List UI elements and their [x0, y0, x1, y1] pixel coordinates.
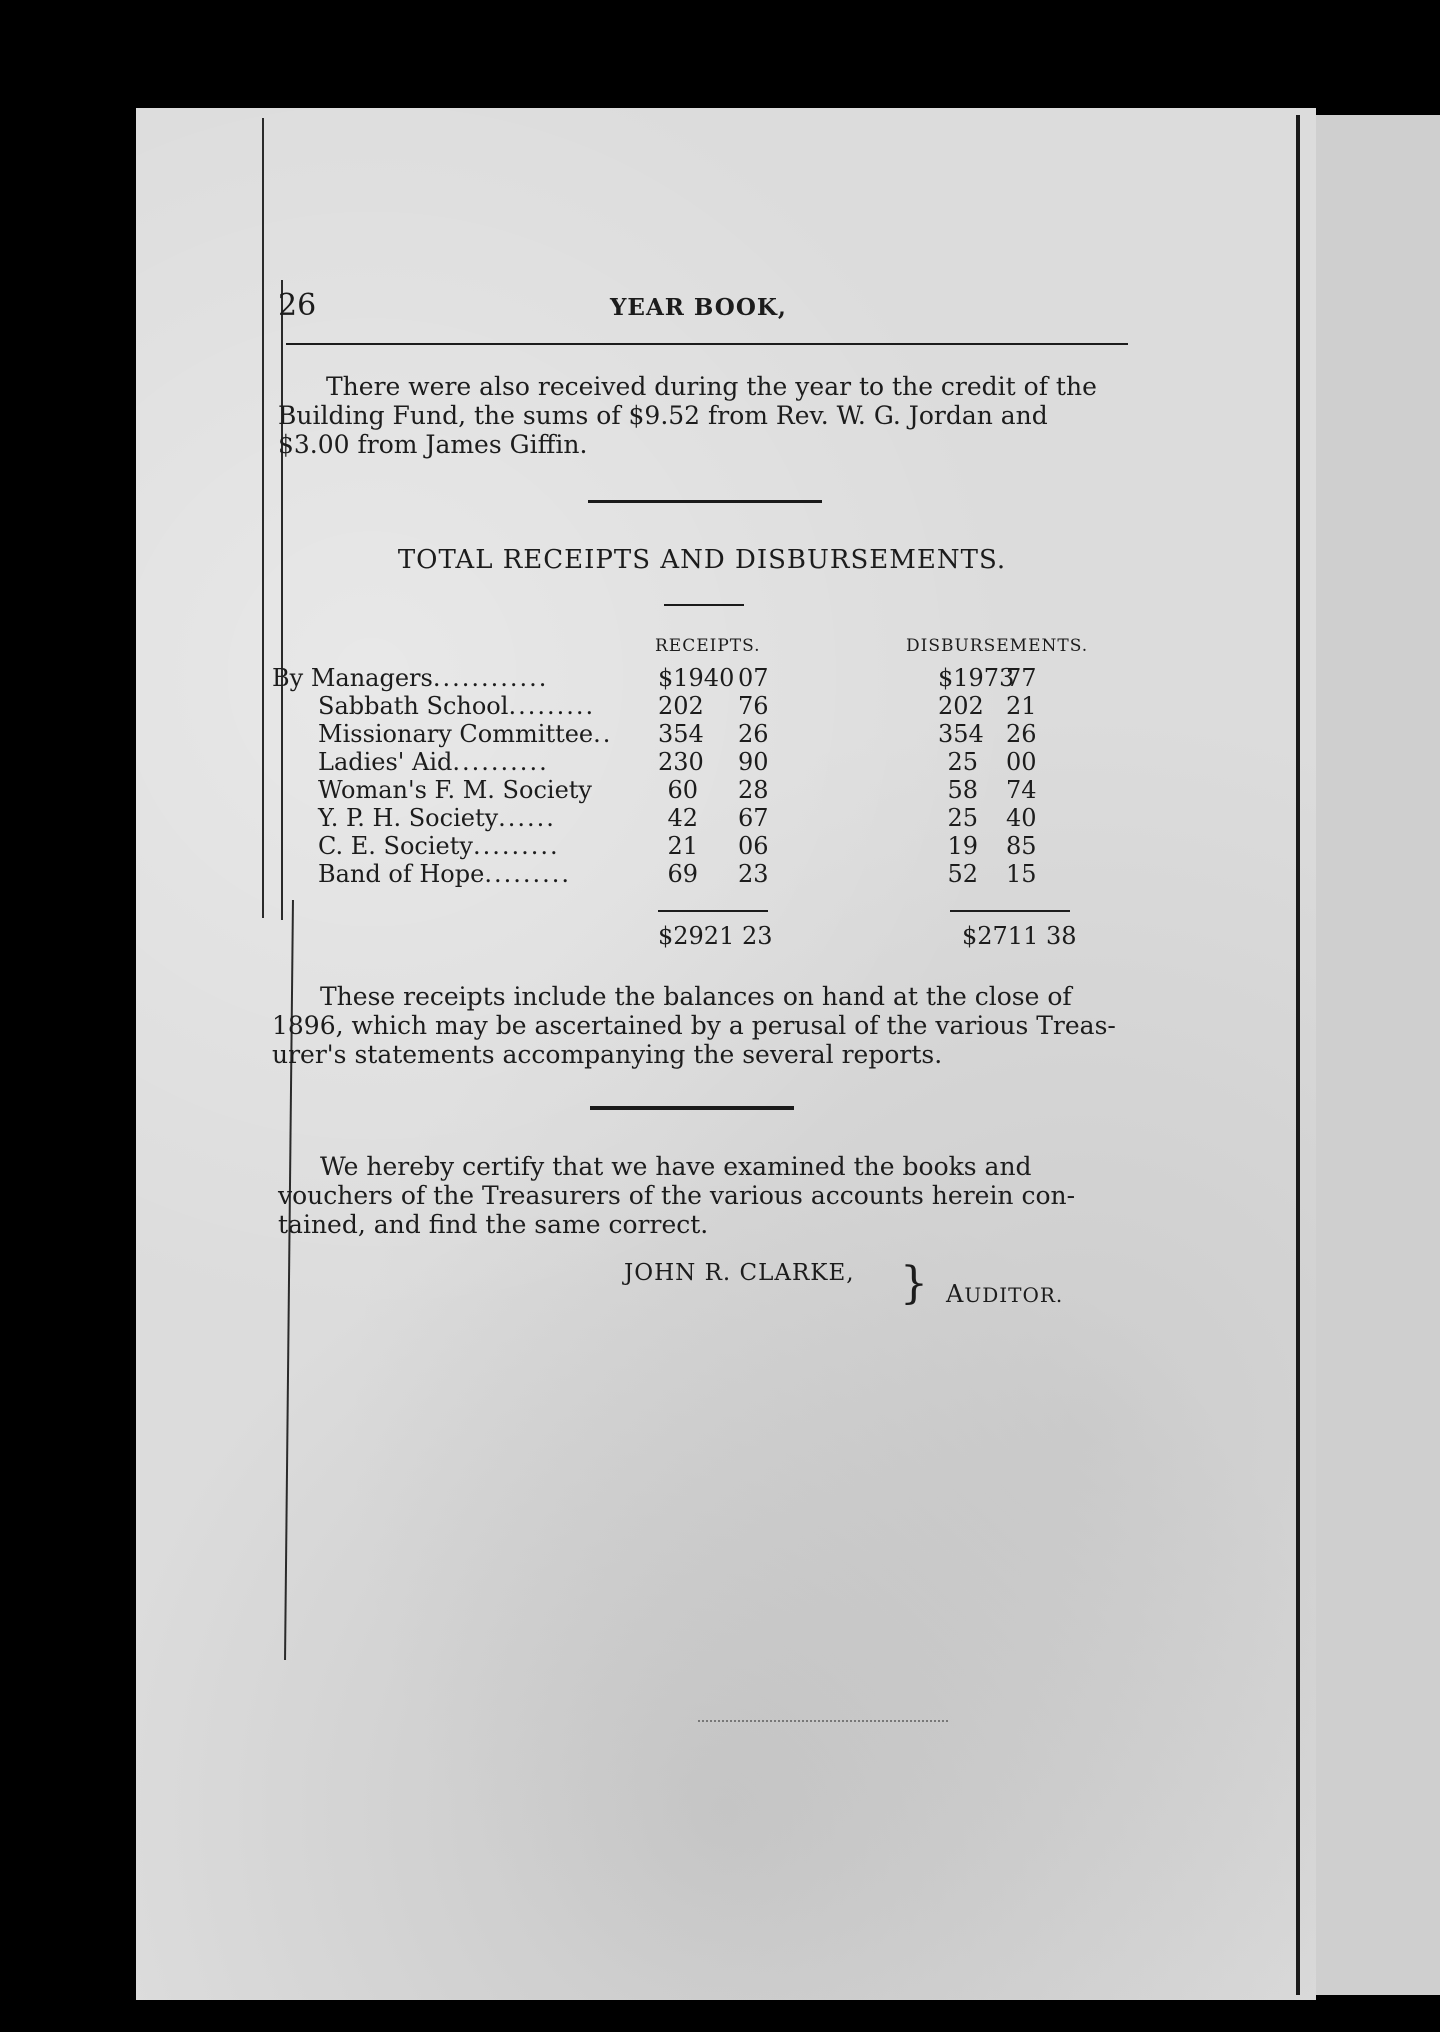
disbursements-dollars: 202 — [938, 692, 984, 720]
paragraph-line: $3.00 from James Giffin. — [278, 430, 588, 459]
receipts-dollars: 230 — [658, 748, 704, 776]
table-row — [318, 692, 1178, 720]
leader-dots: .. — [593, 720, 613, 748]
disbursements-sum-rule — [950, 910, 1070, 912]
section-divider — [590, 1106, 794, 1110]
receipts-cents: 90 — [738, 748, 769, 776]
paragraph-line: vouchers of the Treasurers of the various accounts herein con- — [278, 1181, 1076, 1210]
leader-dots: .......... — [452, 748, 549, 776]
title-underline — [664, 604, 744, 606]
receipts-cents: 28 — [738, 776, 769, 804]
receipts-cents: 06 — [738, 832, 769, 860]
row-label: Y. P. H. Society — [318, 804, 499, 832]
facing-page-edge — [1316, 115, 1440, 1995]
disbursements-dollars: 52 — [947, 860, 978, 888]
row-label: By Managers — [272, 664, 433, 692]
intro-paragraph — [278, 372, 1134, 459]
receipts-dollars: 21 — [667, 832, 698, 860]
certification-paragraph — [278, 1152, 1122, 1239]
disbursements-dollars: 58 — [947, 776, 978, 804]
table-row — [272, 664, 1132, 692]
section-title: TOTAL RECEIPTS AND DISBURSEMENTS. — [397, 545, 1007, 575]
disbursements-cents: 00 — [1006, 748, 1037, 776]
auditor-title-initial: A — [946, 1280, 965, 1308]
disbursements-cents: 85 — [1006, 832, 1037, 860]
paragraph-line: Building Fund, the sums of $9.52 from Rev. W. G. Jordan and — [278, 401, 1048, 430]
disbursements-dollars: 25 — [947, 748, 978, 776]
leader-dots: ......... — [472, 832, 560, 860]
row-label: Ladies' Aid — [318, 748, 453, 776]
paragraph-line: We hereby certify that we have examined the books and — [320, 1152, 1032, 1181]
page-fold — [1296, 115, 1300, 1995]
paragraph-line: 1896, which may be ascertained by a perusal of the various Treas- — [272, 1011, 1116, 1040]
row-label: C. E. Society — [318, 832, 473, 860]
receipts-dollars: 42 — [667, 804, 698, 832]
receipts-dollars: $1940 — [658, 664, 735, 692]
leader-dots: ......... — [508, 692, 596, 720]
receipts-cents: 23 — [738, 860, 769, 888]
disbursements-dollars: $1973 — [938, 664, 1015, 692]
disbursements-cents: 15 — [1006, 860, 1037, 888]
disbursements-dollars: 25 — [947, 804, 978, 832]
disbursements-cents: 40 — [1006, 804, 1037, 832]
row-label: Missionary Committee — [318, 720, 594, 748]
receipts-cents: 26 — [738, 720, 769, 748]
total-receipts: $2921 23 — [658, 922, 773, 950]
page-header — [278, 288, 1132, 338]
disbursements-dollars: 354 — [938, 720, 984, 748]
table-row — [318, 832, 1178, 860]
table-row — [318, 860, 1178, 888]
receipts-sum-rule — [658, 910, 768, 912]
balances-paragraph — [272, 982, 1124, 1069]
paragraph-line: tained, and find the same correct. — [278, 1210, 709, 1239]
leader-dots: ............ — [432, 664, 549, 692]
receipts-header: RECEIPTS. — [655, 636, 761, 656]
row-label: Sabbath School — [318, 692, 509, 720]
receipts-cents: 07 — [738, 664, 769, 692]
receipts-dollars: 60 — [667, 776, 698, 804]
leader-dots: ......... — [484, 860, 571, 888]
header-rule — [286, 343, 1128, 345]
table-row — [318, 720, 1178, 748]
margin-line — [262, 118, 264, 918]
disbursements-cents: 26 — [1006, 720, 1037, 748]
paragraph-line: These receipts include the balances on hand at the close of — [320, 982, 1072, 1011]
leader-dots: ...... — [498, 804, 556, 832]
running-head: YEAR BOOK, — [610, 294, 787, 321]
paragraph-line: urer's statements accompanying the several reports. — [272, 1040, 943, 1069]
table-row — [318, 804, 1178, 832]
disbursements-dollars: 19 — [947, 832, 978, 860]
receipts-cents: 67 — [738, 804, 769, 832]
table-row — [318, 748, 1178, 776]
paragraph-line: There were also received during the year to the credit of the — [326, 372, 1097, 401]
receipts-dollars: 202 — [658, 692, 704, 720]
auditor-title — [946, 1280, 1063, 1308]
dotted-mark — [698, 1720, 948, 1722]
auditor-title-rest: UDITOR. — [964, 1283, 1064, 1307]
disbursements-cents: 77 — [1006, 664, 1037, 692]
page-number: 26 — [278, 288, 317, 323]
section-divider — [588, 500, 822, 503]
receipts-cents: 76 — [738, 692, 769, 720]
auditor-name: JOHN R. CLARKE, — [624, 1260, 855, 1286]
receipts-dollars: 69 — [667, 860, 698, 888]
disbursements-cents: 21 — [1006, 692, 1037, 720]
row-label: Woman's F. M. Society — [318, 776, 592, 804]
disbursements-header: DISBURSEMENTS. — [906, 636, 1089, 656]
receipts-dollars: 354 — [658, 720, 704, 748]
disbursements-cents: 74 — [1006, 776, 1037, 804]
total-disbursements: $2711 38 — [962, 922, 1077, 950]
table-row — [318, 776, 1178, 804]
brace-symbol: } — [900, 1258, 928, 1309]
row-label: Band of Hope — [318, 860, 485, 888]
